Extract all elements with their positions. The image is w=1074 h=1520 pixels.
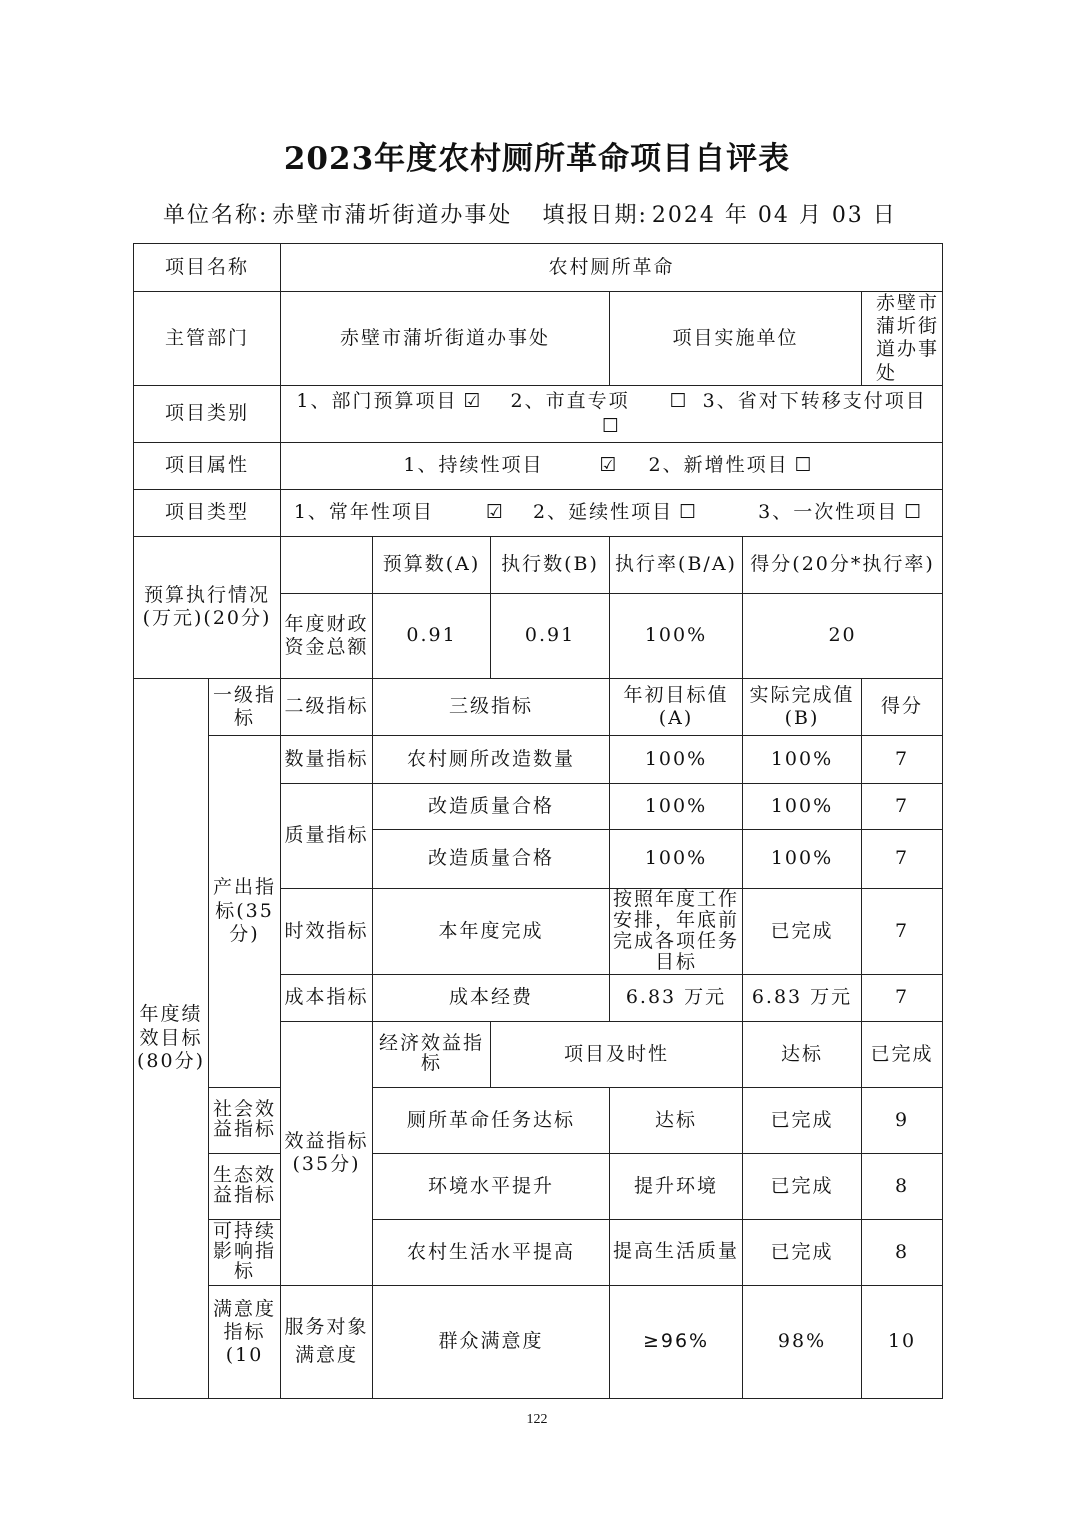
row-project-name xyxy=(134,244,943,292)
impl-value: 赤壁市蒲圻街道办事处 xyxy=(862,292,943,386)
row-actual: 已完成 xyxy=(743,1219,862,1285)
perf-label: 年度绩效目标(80分) xyxy=(134,678,209,1398)
row-level2: 社会效益指标 xyxy=(209,1087,281,1153)
benefit-label: 效益指标(35分) xyxy=(281,1021,373,1285)
col-exec: 执行数(B) xyxy=(491,536,610,593)
row-level2: 服务对象满意度 xyxy=(281,1285,373,1398)
attr-opt2: 2、新增性项目 xyxy=(648,454,789,477)
score-value: 20 xyxy=(743,593,943,678)
category-label: 项目类别 xyxy=(134,385,281,442)
type-label: 项目类型 xyxy=(134,489,281,536)
row-level2: 数量指标 xyxy=(281,735,373,783)
budget-label: 预算执行情况(万元)(20分) xyxy=(134,536,281,678)
attr-label: 项目属性 xyxy=(134,442,281,489)
row-target: 提高生活质量 xyxy=(610,1219,743,1285)
checkbox-empty-icon[interactable]: ☐ xyxy=(669,390,689,412)
row-target: 按照年度工作安排，年底前完成各项任务目标 xyxy=(610,888,743,974)
col-level3: 三级指标 xyxy=(373,678,610,735)
row-target: 达标 xyxy=(743,1021,862,1087)
category-options xyxy=(281,385,943,442)
budget-row-label: 年度财政资金总额 xyxy=(281,593,373,678)
col-level1: 一级指标 xyxy=(209,678,281,735)
evaluation-table xyxy=(133,243,943,1399)
exec-value: 0.91 xyxy=(491,593,610,678)
row-level3: 本年度完成 xyxy=(373,888,610,974)
row-actual: 已完成 xyxy=(743,1087,862,1153)
row-actual: 已完成 xyxy=(862,1021,943,1087)
col-level2: 二级指标 xyxy=(281,678,373,735)
budget-value: 0.91 xyxy=(373,593,491,678)
row-level2: 成本指标 xyxy=(281,974,373,1021)
category-opt1: 1、部门预算项目 xyxy=(296,390,458,412)
row-attr xyxy=(134,442,943,489)
satisfaction-label: 满意度指标(10 xyxy=(209,1285,281,1398)
date-label: 填报日期: xyxy=(542,203,648,228)
row-level3: 改造质量合格 xyxy=(373,829,610,888)
type-opt1: 1、常年性项目 xyxy=(293,501,434,524)
col-target: 年初目标值(A) xyxy=(610,678,743,735)
dept-label: 主管部门 xyxy=(134,292,281,386)
page-title: 2023年度农村厕所革命项目自评表 xyxy=(283,141,791,177)
row-level2: 时效指标 xyxy=(281,888,373,974)
category-opt2: 2、市直专项 xyxy=(510,390,630,412)
row-level2: 生态效益指标 xyxy=(209,1153,281,1219)
row-actual: 98% xyxy=(743,1285,862,1398)
date-value: 2024 年 04 月 03 日 xyxy=(651,203,897,228)
row-level2: 质量指标 xyxy=(281,783,373,888)
row-target: 100% xyxy=(610,829,743,888)
row-level3: 农村厕所改造数量 xyxy=(373,735,610,783)
project-name-label: 项目名称 xyxy=(134,244,281,292)
col-actual: 实际完成值(B) xyxy=(743,678,862,735)
table-row xyxy=(134,1153,943,1219)
budget-blank xyxy=(281,536,373,593)
table-row xyxy=(134,1285,943,1398)
type-opt3: 3、一次性项目 xyxy=(758,501,899,524)
checkbox-checked-icon[interactable]: ☑ xyxy=(463,390,483,412)
row-score: 7 xyxy=(862,974,943,1021)
checkbox-empty-icon[interactable]: ☐ xyxy=(602,414,622,437)
checkbox-empty-icon[interactable]: ☐ xyxy=(794,454,814,477)
row-target: ≥96% xyxy=(610,1285,743,1398)
col-score: 得分(20分*执行率) xyxy=(743,536,943,593)
row-actual: 已完成 xyxy=(743,888,862,974)
checkbox-checked-icon[interactable]: ☑ xyxy=(599,454,619,477)
row-level3: 成本经费 xyxy=(373,974,610,1021)
row-level3: 项目及时性 xyxy=(491,1021,743,1087)
row-actual: 6.83 万元 xyxy=(743,974,862,1021)
attr-options xyxy=(281,442,943,489)
row-level2: 经济效益指标 xyxy=(373,1021,491,1087)
checkbox-checked-icon[interactable]: ☑ xyxy=(485,501,505,524)
row-target: 6.83 万元 xyxy=(610,974,743,1021)
impl-label: 项目实施单位 xyxy=(610,292,862,386)
dept-value: 赤壁市蒲圻街道办事处 xyxy=(281,292,610,386)
row-type xyxy=(134,489,943,536)
col-budget: 预算数(A) xyxy=(373,536,491,593)
row-level3: 厕所革命任务达标 xyxy=(373,1087,610,1153)
row-budget-head xyxy=(134,536,943,593)
row-actual: 已完成 xyxy=(743,1153,862,1219)
row-target: 达标 xyxy=(610,1087,743,1153)
table-row xyxy=(134,1219,943,1285)
col-rate: 执行率(B/A) xyxy=(610,536,743,593)
col-perf-score: 得分 xyxy=(862,678,943,735)
row-score: 9 xyxy=(862,1087,943,1153)
row-dept xyxy=(134,292,943,386)
row-category xyxy=(134,385,943,442)
row-score: 7 xyxy=(862,735,943,783)
type-options xyxy=(281,489,943,536)
row-score: 8 xyxy=(862,1153,943,1219)
row-level3: 群众满意度 xyxy=(373,1285,610,1398)
row-target: 100% xyxy=(610,735,743,783)
unit-value: 赤壁市蒲圻街道办事处 xyxy=(272,203,513,228)
row-score: 7 xyxy=(862,783,943,829)
page-number: 122 xyxy=(526,1412,548,1427)
header-line xyxy=(163,198,983,229)
row-target: 提升环境 xyxy=(610,1153,743,1219)
row-actual: 100% xyxy=(743,829,862,888)
row-level3: 改造质量合格 xyxy=(373,783,610,829)
row-score: 8 xyxy=(862,1219,943,1285)
category-opt3: 3、省对下转移支付项目 xyxy=(702,390,927,412)
checkbox-empty-icon[interactable]: ☐ xyxy=(679,501,699,524)
row-level3: 农村生活水平提高 xyxy=(373,1219,610,1285)
row-score: 7 xyxy=(862,888,943,974)
checkbox-empty-icon[interactable]: ☐ xyxy=(904,501,924,524)
table-row xyxy=(134,1087,943,1153)
rate-value: 100% xyxy=(610,593,743,678)
row-score: 10 xyxy=(862,1285,943,1398)
row-actual: 100% xyxy=(743,783,862,829)
table-row xyxy=(134,735,943,783)
row-perf-head xyxy=(134,678,943,735)
type-opt2: 2、延续性项目 xyxy=(532,501,674,524)
row-level3: 环境水平提升 xyxy=(373,1153,610,1219)
project-name-value: 农村厕所革命 xyxy=(281,244,943,292)
unit-label: 单位名称: xyxy=(163,203,269,228)
row-level2: 可持续影响指标 xyxy=(209,1219,281,1285)
output-label: 产出指标(35分) xyxy=(209,735,281,1087)
row-actual: 100% xyxy=(743,735,862,783)
attr-opt1: 1、持续性项目 xyxy=(403,454,544,477)
row-score: 7 xyxy=(862,829,943,888)
row-target: 100% xyxy=(610,783,743,829)
